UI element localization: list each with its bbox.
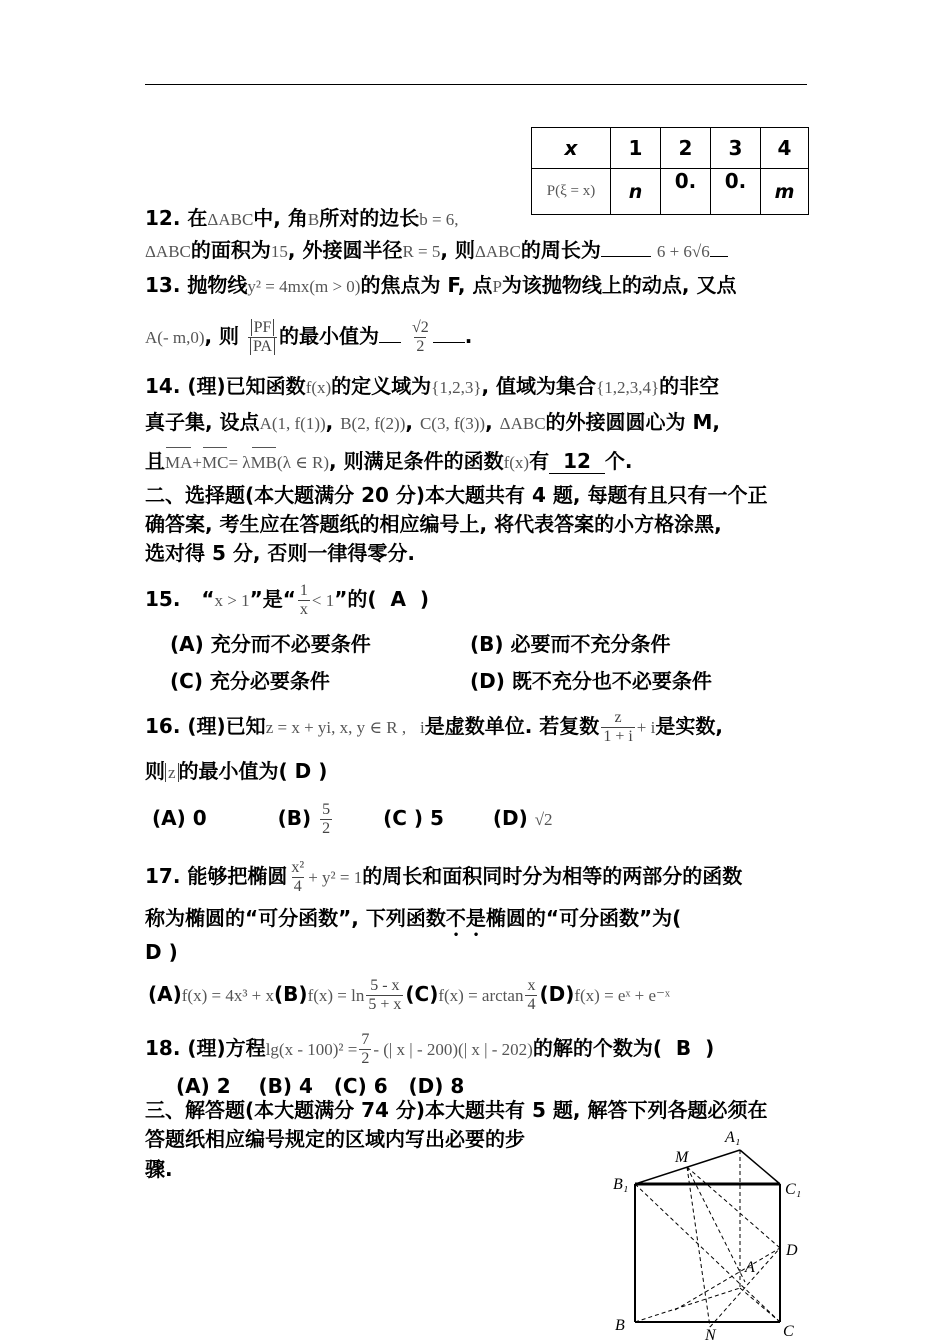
math: = λ [228, 453, 251, 472]
q18-options: (A) 2 (B) 4 (C) 6 (D) 8 [176, 1074, 465, 1098]
text: 的解的个数为( [532, 1036, 662, 1060]
math: A(1, f(1)) [259, 414, 326, 433]
text: ”是“ [249, 587, 296, 611]
numerator: x [527, 977, 536, 994]
math: , x, y ∈ R , [331, 718, 407, 737]
text: 的定义域为 [331, 374, 432, 398]
math: R = 5 [402, 242, 441, 261]
numerator: z [614, 709, 622, 726]
table-row-label: P(ξ = x) [532, 169, 611, 215]
table-cell: 2 [661, 128, 711, 169]
math: ΔABC [474, 242, 521, 261]
q13-line2: A(- m,0), 则 $\frac{PF}{PA}$ 的最小值为 $\frac{√2}{2}$ . [145, 319, 473, 355]
math: f(x) = 4x³ + x [181, 986, 275, 1005]
line-md [687, 1167, 780, 1248]
fraction [359, 1031, 371, 1068]
option-c: (C ) 5 [383, 806, 444, 830]
text: 的外接圆圆心为 M, [545, 410, 721, 434]
table-cell: m [761, 169, 809, 215]
math: f(x) = arctan [438, 986, 524, 1005]
vector: MC [202, 451, 228, 475]
math: f(x) [305, 378, 332, 397]
table-cell: 0. [711, 169, 761, 215]
math: (λ ∈ R) [277, 453, 330, 472]
denominator: 2 [416, 338, 425, 355]
table-header-row [532, 128, 809, 169]
fraction [248, 319, 277, 356]
math: z [165, 763, 179, 782]
text: 个. [604, 449, 633, 473]
text: 称为椭圆的“可分函数”, 下列函数 [145, 906, 446, 930]
denominator: x [299, 601, 308, 618]
math: 15 [270, 242, 288, 261]
denominator: 4 [527, 996, 536, 1013]
option-d: (D) [539, 982, 575, 1006]
table-cell: 0. [661, 169, 711, 215]
blank [379, 342, 401, 343]
text: 真子集, 设点 [145, 410, 260, 434]
vector: MA [165, 451, 192, 475]
answer: D [294, 759, 312, 783]
section2-line1: 二、选择题(本大题满分 20 分)本大题共有 4 题, 每题有且只有一个正 [145, 483, 768, 507]
text: “ [201, 587, 215, 611]
fraction [289, 859, 306, 896]
math: x > 1 [214, 591, 250, 610]
q12-line2 [145, 238, 728, 264]
fraction [320, 801, 332, 838]
math: < 1 [311, 591, 335, 610]
blank [601, 256, 651, 257]
text: , 则 [440, 238, 475, 262]
text: , 则 [204, 324, 240, 348]
text: , 外接圆半径 [287, 238, 403, 262]
text: 所对的边长 [319, 206, 420, 230]
fraction [525, 977, 537, 1014]
edge-ab [635, 1288, 740, 1322]
math: ΔABC [499, 414, 546, 433]
math: + i [636, 718, 656, 737]
table-cell: n [611, 169, 661, 215]
numerator: 5 [322, 801, 331, 818]
math: z = x + yi [265, 718, 332, 737]
line-b1c [635, 1184, 780, 1322]
label-m: M [675, 1149, 689, 1166]
fraction [298, 582, 310, 619]
denominator: 5 + x [368, 996, 402, 1013]
section3-line1: 三、解答题(本大题满分 74 分)本大题共有 5 题, 解答下列各题必须在 [145, 1098, 768, 1122]
fraction [366, 977, 403, 1014]
denominator: 2 [361, 1050, 370, 1067]
table-cell: 1 [611, 128, 661, 169]
text: 的非空 [659, 374, 720, 398]
line-bd [675, 1248, 780, 1310]
math: P [492, 277, 502, 296]
numerator: x² [291, 859, 305, 876]
label-c: C [783, 1323, 794, 1340]
math: f(x) [503, 453, 530, 472]
option-b: (B) [274, 982, 308, 1006]
text: , 则满足条件的函数 [329, 449, 504, 473]
text: 是虚数单位. 若复数 [424, 714, 600, 738]
answer: 12 [549, 449, 605, 474]
section3-line2: 答题纸相应编号规定的区域内写出必要的步 [145, 1127, 525, 1151]
denominator: 4 [293, 878, 302, 895]
text: 则 [145, 759, 165, 783]
math: B(2, f(2)) [340, 414, 406, 433]
numerator: 5 - x [370, 977, 400, 994]
option-a: (A) 0 [152, 806, 207, 830]
text: 12. 在 [145, 206, 208, 230]
section3-line3: 骤. [145, 1157, 173, 1181]
edge-a1c1 [740, 1150, 780, 1184]
line-mn [687, 1167, 710, 1327]
section2-line2: 确答案, 考生应在答题纸的相应编号上, 将代表答案的小方格涂黑, [145, 512, 722, 536]
header-rule [145, 84, 807, 85]
table-cell: 3 [711, 128, 761, 169]
denominator: 2 [322, 820, 331, 837]
math: lg(x - 100)² = [265, 1040, 358, 1059]
text: 16. (理)已知 [145, 714, 266, 738]
vector: MB [251, 451, 277, 475]
q17-line2 [145, 906, 681, 941]
answer: 6 + 6√6 [656, 242, 710, 261]
number: 15. [145, 587, 181, 611]
q16-line2 [145, 759, 327, 785]
math: ΔABC [207, 210, 254, 229]
label-a1: A₁ [725, 1129, 741, 1146]
q15-option-b: (B) 必要而不充分条件 [470, 632, 671, 656]
q15-option-a: (A) 充分而不必要条件 [170, 632, 371, 656]
text: ) [318, 759, 328, 783]
text: 的最小值为 [279, 324, 379, 348]
text: 的最小值为( [178, 759, 288, 783]
text: 13. 抛物线 [145, 273, 248, 297]
math: √2 [534, 810, 553, 829]
math: f(x) = eˣ + e⁻ˣ [574, 986, 670, 1005]
math: A(- m,0) [145, 328, 205, 347]
text: 的面积为 [190, 238, 271, 262]
section2-line3: 选对得 5 分, 否则一律得零分. [145, 541, 415, 565]
math: C(3, f(3)) [419, 414, 486, 433]
option-d: (D) [492, 806, 528, 830]
text: ”的( [334, 587, 377, 611]
q15-line [145, 582, 429, 619]
option-c: (C) [405, 982, 439, 1006]
option-a: (A) [148, 982, 182, 1006]
option-b: (B) [277, 806, 312, 830]
text: 18. (理)方程 [145, 1036, 266, 1060]
label-b: B [615, 1317, 625, 1334]
q15-option-d: (D) 既不充分也不必要条件 [470, 669, 712, 693]
math: ΔABC [145, 242, 191, 261]
text: 的周长为 [520, 238, 601, 262]
label-a: A [745, 1259, 755, 1276]
text: ) [419, 587, 430, 611]
math: y² = 4mx(m > 0) [247, 277, 361, 296]
math: b = 6, [419, 210, 459, 229]
label-c1: C₁ [785, 1181, 802, 1198]
math: i [420, 718, 425, 737]
emphasis: 不是 [445, 906, 486, 930]
label-n: N [705, 1327, 716, 1344]
q16-line1 [145, 708, 723, 746]
table-row [532, 169, 809, 215]
table-cell: x [532, 128, 611, 169]
text: 的焦点为 F, 点 [360, 273, 493, 297]
denominator: 1 + i [603, 728, 633, 745]
label-d: D [786, 1242, 798, 1259]
math: - (| x | - 200)(| x | - 202) [373, 1040, 533, 1059]
numerator: 1 [299, 582, 308, 599]
text: 17. 能够把椭圆 [145, 864, 288, 888]
fraction [601, 709, 634, 746]
text: 中, 角 [253, 206, 308, 230]
q14-line2: 真子集, 设点A(1, f(1)), B(2, f(2)), C(3, f(3)), ΔABC的外接圆圆心为 M, [145, 410, 721, 434]
math: {1,2,3} [431, 378, 482, 397]
blank [710, 256, 728, 257]
text: 椭圆的“可分函数”为( [485, 906, 682, 930]
blank [433, 342, 465, 343]
numerator: 7 [361, 1031, 370, 1048]
q17-options [148, 974, 670, 1016]
q14-line3 [145, 449, 633, 475]
math: + y² = 1 [308, 868, 363, 887]
q18-line1 [145, 1028, 714, 1070]
prism-figure [605, 1122, 815, 1344]
numerator: √2 [411, 319, 429, 336]
text: ) [705, 1036, 715, 1060]
math: f(x) = ln [307, 986, 365, 1005]
q15-option-c: (C) 充分必要条件 [170, 669, 330, 693]
text: 14. (理)已知函数 [145, 374, 306, 398]
text: 是实数, [655, 714, 723, 738]
text: 且 [145, 449, 165, 473]
numerator: PF [251, 319, 275, 336]
text: 的周长和面积同时分为相等的两部分的函数 [362, 864, 743, 888]
text: 有 [529, 449, 550, 473]
distribution-table [531, 127, 809, 215]
answer-fraction [410, 319, 431, 356]
text: , 值域为集合 [481, 374, 597, 398]
q13-line1 [145, 273, 736, 299]
text: 为该抛物线上的动点, 又点 [501, 273, 737, 297]
math: + [192, 453, 202, 472]
math: B [307, 210, 320, 229]
q17-line3: D ) [145, 940, 178, 964]
label-b1: B₁ [613, 1176, 629, 1193]
answer: B [675, 1036, 692, 1060]
denominator: PA [250, 338, 275, 355]
q14-line1 [145, 374, 719, 400]
q16-options [152, 798, 553, 840]
answer: A [390, 587, 406, 611]
q17-line1 [145, 856, 742, 898]
q12-line1 [145, 206, 459, 232]
math: {1,2,3,4} [596, 378, 660, 397]
table-cell: 4 [761, 128, 809, 169]
